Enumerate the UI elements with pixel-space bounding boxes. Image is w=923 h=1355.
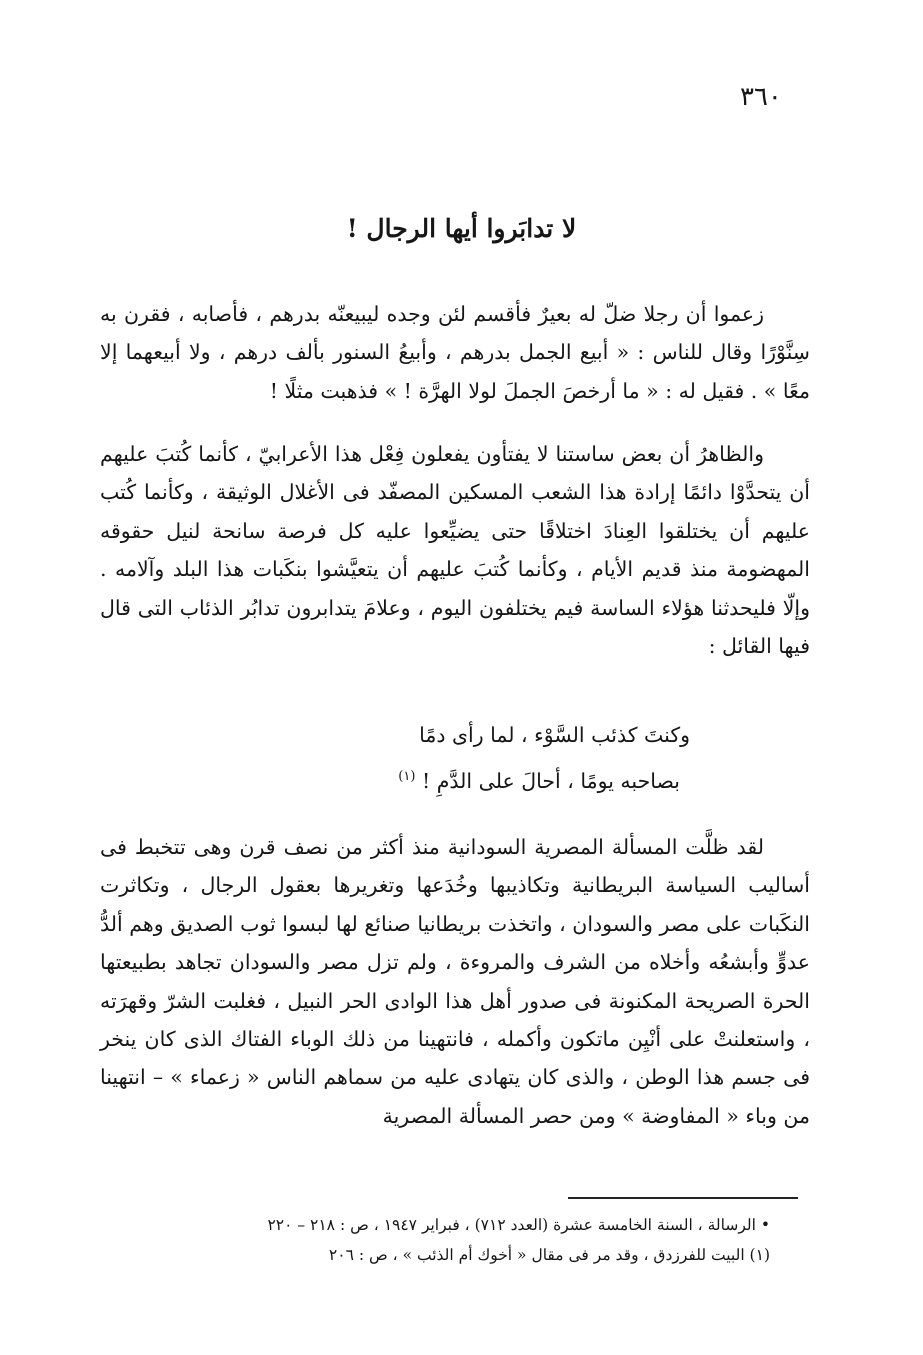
verse-hemistich-1: وكنتَ كذئب السَّوْء ، لما رأى دمًا xyxy=(419,723,690,747)
footnote-source: • الرسالة ، السنة الخامسة عشرة (العدد ٧١٢) ، فبراير ١٩٤٧ ، ص : ٢١٨ – ٢٢٠ xyxy=(267,1216,770,1234)
footnotes xyxy=(120,1210,770,1270)
footnote-1: (١) البيت للفرزدق ، وقد مر فى مقال « أخوك أم الذئب » ، ص : ٢٠٦ xyxy=(328,1246,770,1264)
footnote-divider xyxy=(568,1197,798,1199)
paragraph-intro: زعموا أن رجلا ضلّ له بعيرٌ فأقسم لئن وجده ليبيعنّه بدرهم ، فأصابه ، فقرن به سِنَّوْرًا وقال للناس : « أبيع الجمل بدرهم ، وأبيعُ السنور بألف درهم ، ولا أبيعهما إلا معًا » . فقيل له : « ما أرخصَ الجملَ لولا الهرَّة ! » فذهبت مثلًا ! xyxy=(100,302,810,403)
paragraph-third: لقد ظلَّت المسألة المصرية السودانية منذ أكثر من نصف قرن وهى تتخبط فى أساليب السياسة البريطانية وتكاذيبها وخُدَعها وتغريرها بعقول الرجال ، وتكاثرت النكَبات على مصر والسودان ، واتخذت بريطانيا صنائع لها لبسوا ثوب الصديق وهم ألدُّ عدوٍّ وأبشعُه وأخلاه من الشرف والمروءة ، ولم تزل مصر والسودان تجاهد بطبيعتها الحرة الصريحة المكنونة فى صدور أهل هذا الوادى الحر النبيل ، فغلبت الشرّ وقهرَته ، واستعلنتْ على أنْيِن ماتكون وأكمله ، فانتهينا من ذلك الوباء الفتاك الذى كان ينخر فى جسم هذا الوطن ، والذى كان يتهادى عليه من سماهم الناس « زعماء » – انتهينا من وباء « المفاوضة » ومن حصر المسألة المصرية xyxy=(100,835,810,1128)
page-number: ٣٦٠ xyxy=(740,82,782,112)
article-title: لا تدابَروا أيها الرجال ! xyxy=(346,214,577,243)
paragraph-third-block xyxy=(100,828,810,1135)
poem-verse xyxy=(150,714,690,802)
verse-hemistich-2-text: بصاحبه يومًا ، أحالَ على الدَّمِ ! xyxy=(421,768,680,793)
verse-hemistich-2 xyxy=(150,756,690,802)
paragraph-second-block xyxy=(100,435,810,665)
paragraph-intro-block xyxy=(100,295,810,410)
footnote-reference: (١) xyxy=(398,769,416,784)
paragraph-second: والظاهرُ أن بعض ساستنا لا يفتأون يفعلون فِعْل هذا الأعرابيّ ، كأنما كُتبَ عليهم أن يتحدَّوْا دائمًا إرادة هذا الشعب المسكين المصفّد فى الأغلال الوثيقة ، وكأنما كُتب عليهم أن يختلقوا العِنادَ اختلاقًا حتى يضيِّعوا عليه كل فرصة سانحة لنيل حقوقه المهضومة منذ قديم الأيام ، وكأنما كُتبَ عليهم أن يتعيَّشوا بنكَبات هذا البلد وآلامه . وإلّا فليحدثنا هؤلاء الساسة فيم يختلفون اليوم ، وعلامَ يتدابرون تدابُر الذئاب التى قال فيها القائل : xyxy=(100,442,810,659)
